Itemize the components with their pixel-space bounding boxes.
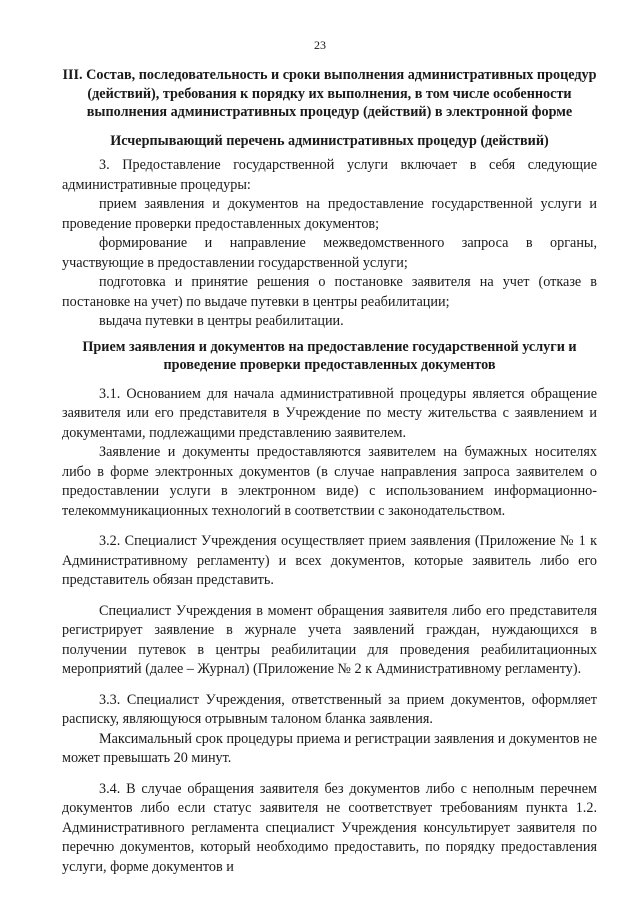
paragraph: Максимальный срок процедуры приема и регистрации заявления и документов не может превышать 20 минут. — [62, 730, 597, 766]
paragraph: Специалист Учреждения в момент обращения заявителя либо его представителя регистрирует заявление в журнале учета заявлений граждан, нуждающихся в получении путевок в центры реабилитации для проведения реабилитационных мероприятий (далее – Журнал) (Приложение № 2 к Административному регламенту). — [62, 602, 597, 677]
list-item: подготовка и принятие решения о постановке заявителя на учет (отказе в постановке на учет) по выдаче путевки в центры реабилитации; — [62, 274, 597, 310]
page-content — [62, 66, 597, 877]
section-title: III. Состав, последовательность и сроки выполнения административных процедур (действий), требования к порядку их выполнения, в том числе особенности выполнения административных процедур (действий) в электронной форме — [62, 67, 597, 120]
list-item: формирование и направление межведомственного запроса в органы, участвующие в предоставлении государственной услуги; — [62, 235, 597, 271]
list-item: выдача путевки в центры реабилитации. — [99, 313, 344, 329]
subsection-title-procedures-list: Исчерпывающий перечень административных процедур (действий) — [110, 132, 549, 149]
subsection-title-application-intake: Прием заявления и документов на предоставление государственной услуги и проведение проверки предоставленных документов — [82, 338, 577, 373]
paragraph: 3.3. Специалист Учреждения, ответственный за прием документов, оформляет расписку, являющуюся отрывным талоном бланка заявления. — [62, 691, 597, 727]
list-item: прием заявления и документов на предоставление государственной услуги и проведение проверки предоставленных документов; — [62, 196, 597, 232]
paragraph: 3.4. В случае обращения заявителя без документов либо с неполным перечнем документов либо если статус заявителя не соответствует требованиям пункта 1.2. Административного регламента специалист Учреждения консультирует заявителя по перечню документов, который необходимо предоставить, по порядку предоставления услуги, форме документов и — [62, 780, 597, 875]
paragraph: 3.2. Специалист Учреждения осуществляет прием заявления (Приложение № 1 к Административному регламенту) и всех документов, которые заявитель либо его представитель обязан представить. — [62, 533, 597, 588]
paragraph: 3.1. Основанием для начала административной процедуры является обращение заявителя или его представителя в Учреждение по месту жительства с заявлением и документами, подлежащими представлению заявителем. — [62, 385, 597, 441]
paragraph: 3. Предоставление государственной услуги включает в себя следующие административные процедуры: — [62, 157, 597, 193]
page-number: 23 — [314, 38, 326, 52]
paragraph: Заявление и документы предоставляются заявителем на бумажных носителях либо в форме электронных документов (в случае направления запроса заявителем о предоставлении услуги в электронном виде) с использованием информационно-телекоммуникационных технологий в соответствии с законодательством. — [62, 444, 597, 519]
